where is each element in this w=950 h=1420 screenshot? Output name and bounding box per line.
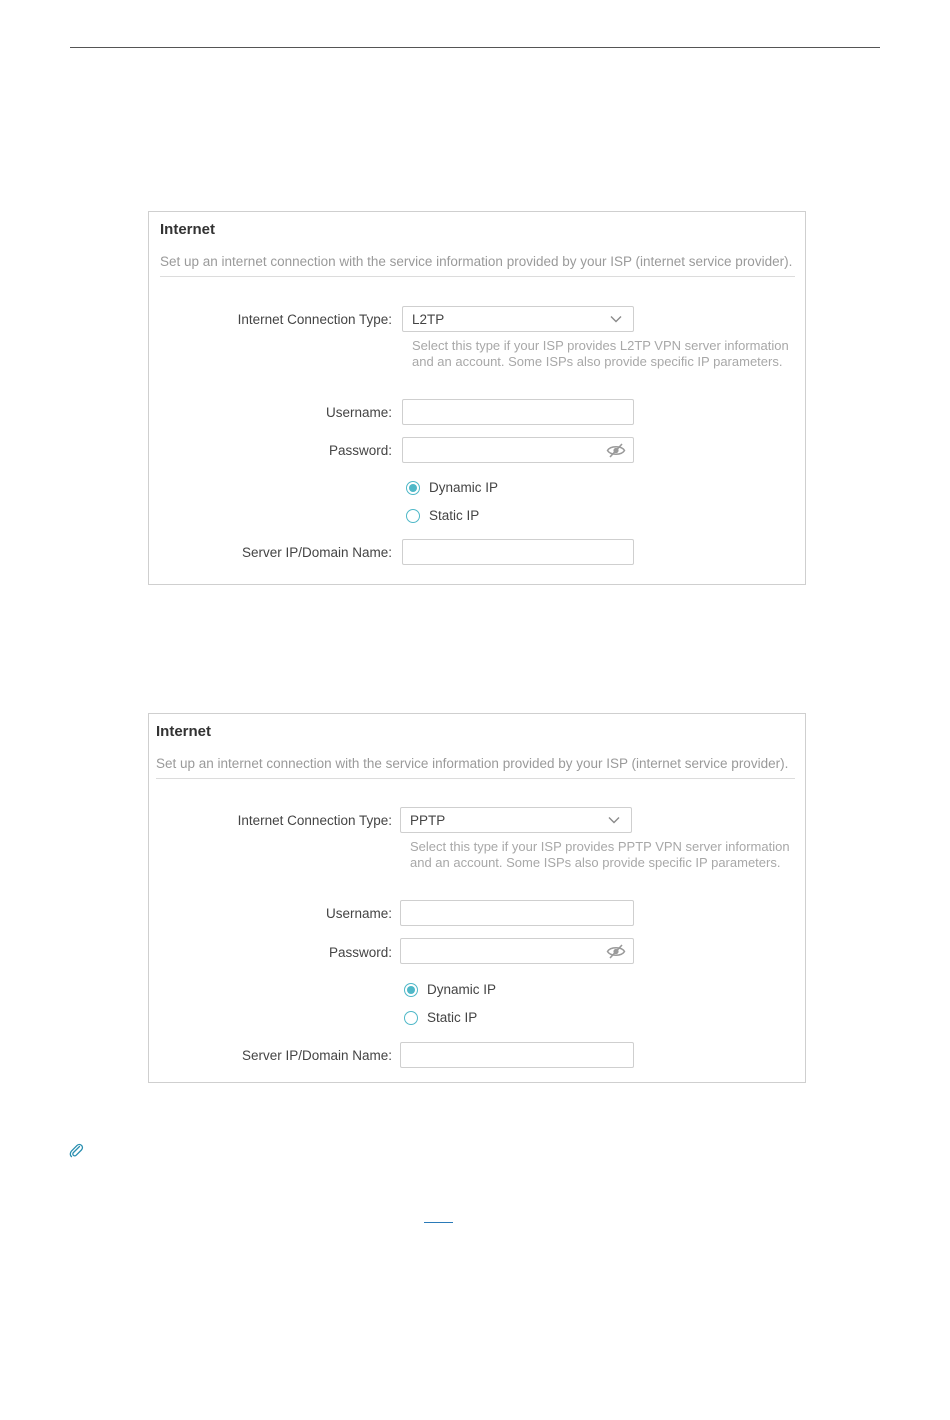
- internet-panel-l2tp: [148, 211, 806, 585]
- username-input[interactable]: [400, 900, 634, 926]
- connection-type-label: Internet Connection Type:: [237, 813, 392, 828]
- server-label: Server IP/Domain Name:: [241, 545, 392, 560]
- radio-static-ip-label: Static IP: [427, 1010, 478, 1025]
- server-label: Server IP/Domain Name:: [241, 1048, 392, 1063]
- password-label: Password:: [328, 945, 392, 960]
- radio-static-ip-label: Static IP: [429, 508, 480, 523]
- connection-type-select[interactable]: [400, 807, 632, 833]
- panel-title: Internet: [156, 723, 212, 740]
- username-label: Username:: [325, 405, 392, 420]
- username-input[interactable]: [402, 399, 634, 425]
- connection-type-value: PPTP: [410, 813, 446, 828]
- username-label: Username:: [325, 906, 392, 921]
- panel-description: Set up an internet connection with the service information provided by your ISP (internet service provider).: [156, 756, 789, 771]
- panel-description: Set up an internet connection with the service information provided by your ISP (internet service provider).: [160, 254, 793, 269]
- paperclip-icon: [69, 1143, 84, 1158]
- panel-divider: [160, 276, 795, 277]
- password-input[interactable]: [400, 938, 634, 964]
- eye-slash-icon[interactable]: [606, 442, 626, 459]
- eye-slash-icon[interactable]: [606, 943, 626, 960]
- server-input[interactable]: [400, 1042, 634, 1068]
- radio-static-ip-indicator[interactable]: [404, 1011, 418, 1025]
- radio-dynamic-ip-label: Dynamic IP: [427, 982, 497, 997]
- header-rule: [70, 47, 880, 48]
- connection-type-label: Internet Connection Type:: [237, 312, 392, 327]
- radio-dynamic-ip-label: Dynamic IP: [429, 480, 499, 495]
- password-input[interactable]: [402, 437, 634, 463]
- radio-static-ip-indicator[interactable]: [406, 509, 420, 523]
- server-input[interactable]: [402, 539, 634, 565]
- password-label: Password:: [328, 443, 392, 458]
- connection-type-help: Select this type if your ISP provides PPTP VPN server information and an account. Some ISPs also provide specific IP parameters.: [410, 839, 790, 870]
- panel-divider: [156, 778, 795, 779]
- connection-type-help: Select this type if your ISP provides L2TP VPN server information and an account. Some ISPs also provide specific IP parameters.: [412, 338, 789, 369]
- connection-type-value: L2TP: [412, 312, 445, 327]
- link-underline[interactable]: [424, 1222, 453, 1223]
- radio-dynamic-ip-indicator[interactable]: [404, 983, 418, 997]
- internet-panel-pptp: [148, 713, 806, 1083]
- connection-type-select[interactable]: [402, 306, 634, 332]
- panel-title: Internet: [160, 221, 216, 238]
- chevron-down-icon: [607, 813, 621, 827]
- chevron-down-icon: [609, 312, 623, 326]
- radio-dynamic-ip-indicator[interactable]: [406, 481, 420, 495]
